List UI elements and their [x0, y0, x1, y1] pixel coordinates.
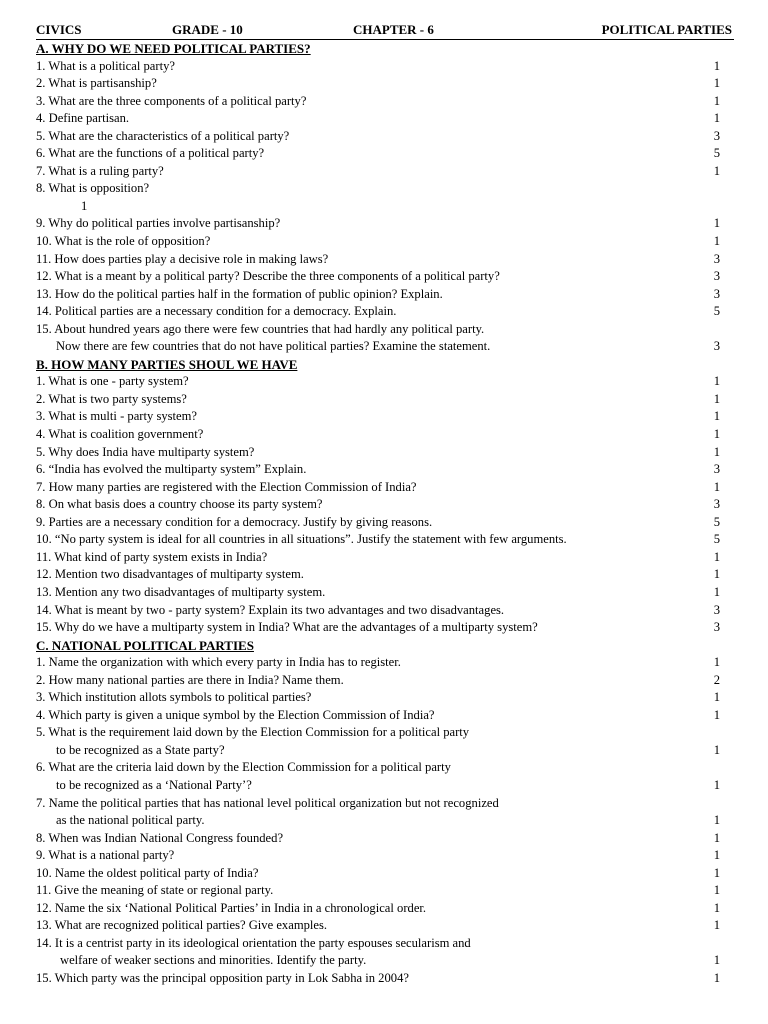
- question-text: 8. On what basis does a country choose its party system?: [36, 497, 323, 512]
- question-text: 10. Name the oldest political party of India?: [36, 865, 259, 880]
- marks-value: 1: [713, 549, 720, 564]
- question-text: 4. Which party is given a unique symbol by the Election Commission of India?: [36, 707, 435, 722]
- question-text: 5. Why does India have multiparty system?: [36, 444, 255, 459]
- question-text: 1. What is a political party?: [36, 58, 175, 73]
- question-text: 1: [81, 198, 88, 213]
- question-row: [36, 619, 734, 637]
- marks-value: 1: [713, 234, 720, 249]
- question-list: [36, 40, 734, 988]
- question-text: 13. Mention any two disadvantages of multiparty system.: [36, 584, 326, 599]
- question-row: [36, 952, 734, 970]
- question-row: [36, 882, 734, 900]
- question-text: 13. What are recognized political parties? Give examples.: [36, 918, 328, 933]
- question-row: [36, 900, 734, 918]
- worksheet-page: [36, 20, 734, 988]
- marks-value: 1: [713, 444, 720, 459]
- question-row: [36, 461, 734, 479]
- marks-value: 5: [713, 532, 720, 547]
- marks-value: 1: [713, 163, 720, 178]
- marks-value: 1: [713, 865, 720, 880]
- question-text: as the national political party.: [56, 813, 205, 828]
- question-row: [36, 251, 734, 269]
- question-row: [36, 935, 734, 953]
- question-row: [36, 777, 734, 795]
- question-text: 15. Which party was the principal opposition party in Lok Sabha in 2004?: [36, 970, 409, 985]
- question-row: [36, 58, 734, 76]
- question-text: 14. Political parties are a necessary condition for a democracy. Explain.: [36, 304, 397, 319]
- marks-value: 1: [713, 409, 720, 424]
- question-text: to be recognized as a State party?: [56, 742, 225, 757]
- question-row: [36, 479, 734, 497]
- marks-value: 1: [713, 848, 720, 863]
- question-text: 14. It is a centrist party in its ideological orientation the party espouses secularism and: [36, 935, 471, 950]
- question-row: [36, 672, 734, 690]
- question-row: [36, 724, 734, 742]
- chapter-label: CHAPTER - 6: [353, 22, 434, 37]
- marks-value: 1: [713, 374, 720, 389]
- marks-value: 3: [713, 620, 720, 635]
- question-row: [36, 338, 734, 356]
- question-row: [36, 128, 734, 146]
- marks-value: 1: [713, 93, 720, 108]
- question-row: [36, 602, 734, 620]
- question-text: 11. What kind of party system exists in India?: [36, 549, 268, 564]
- question-row: [36, 847, 734, 865]
- question-row: [36, 303, 734, 321]
- marks-value: 1: [713, 76, 720, 91]
- marks-value: 1: [713, 111, 720, 126]
- question-row: [36, 795, 734, 813]
- question-text: 3. Which institution allots symbols to political parties?: [36, 690, 312, 705]
- question-text: 15. About hundred years ago there were few countries that had hardly any political party.: [36, 321, 485, 336]
- marks-value: 3: [713, 462, 720, 477]
- question-row: [36, 233, 734, 251]
- marks-value: 3: [713, 269, 720, 284]
- question-row: [36, 531, 734, 549]
- question-text: 9. Parties are a necessary condition for a democracy. Justify by giving reasons.: [36, 514, 433, 529]
- question-text: 6. “India has evolved the multiparty system” Explain.: [36, 462, 307, 477]
- question-row: [36, 970, 734, 988]
- question-text: 14. What is meant by two - party system? Explain its two advantages and two disadvantages.: [36, 602, 505, 617]
- question-text: 12. What is a meant by a political party? Describe the three components of a political party?: [36, 269, 500, 284]
- marks-value: 1: [713, 900, 720, 915]
- question-row: [36, 215, 734, 233]
- question-row: [36, 373, 734, 391]
- question-row: [36, 391, 734, 409]
- question-row: [36, 426, 734, 444]
- question-text: 13. How do the political parties half in the formation of public opinion? Explain.: [36, 286, 443, 301]
- question-text: 4. Define partisan.: [36, 111, 130, 126]
- question-row: [36, 917, 734, 935]
- question-text: 6. What are the criteria laid down by the Election Commission for a political party: [36, 760, 451, 775]
- question-text: 5. What are the characteristics of a political party?: [36, 128, 290, 143]
- marks-value: 1: [713, 813, 720, 828]
- section-heading: A. WHY DO WE NEED POLITICAL PARTIES?: [36, 41, 311, 56]
- marks-value: 3: [713, 339, 720, 354]
- marks-value: 1: [713, 391, 720, 406]
- question-text: Now there are few countries that do not have political parties? Examine the statement.: [56, 339, 491, 354]
- marks-value: 1: [713, 479, 720, 494]
- marks-value: 1: [713, 427, 720, 442]
- question-text: 8. What is opposition?: [36, 181, 150, 196]
- marks-value: 1: [713, 970, 720, 985]
- question-text: welfare of weaker sections and minorities. Identify the party.: [60, 953, 367, 968]
- question-text: 2. What is partisanship?: [36, 76, 157, 91]
- question-row: [36, 321, 734, 339]
- question-row: [36, 75, 734, 93]
- marks-value: 1: [713, 883, 720, 898]
- question-row: [36, 110, 734, 128]
- question-row: [36, 198, 734, 216]
- question-row: [36, 654, 734, 672]
- marks-value: 1: [713, 742, 720, 757]
- question-row: [36, 408, 734, 426]
- marks-value: 3: [713, 128, 720, 143]
- question-row: [36, 742, 734, 760]
- marks-value: 1: [713, 584, 720, 599]
- question-row: [36, 830, 734, 848]
- question-text: 3. What is multi - party system?: [36, 409, 198, 424]
- marks-value: 2: [713, 672, 720, 687]
- question-row: [36, 444, 734, 462]
- marks-value: 1: [713, 953, 720, 968]
- question-row: [36, 514, 734, 532]
- question-row: [36, 145, 734, 163]
- question-text: 1. What is one - party system?: [36, 374, 189, 389]
- question-row: [36, 759, 734, 777]
- question-row: [36, 496, 734, 514]
- topic-label: POLITICAL PARTIES: [601, 22, 732, 37]
- marks-value: 1: [713, 655, 720, 670]
- marks-value: 3: [713, 497, 720, 512]
- section-heading: B. HOW MANY PARTIES SHOUL WE HAVE: [36, 356, 298, 372]
- question-text: 2. How many national parties are there in India? Name them.: [36, 672, 344, 687]
- question-row: [36, 268, 734, 286]
- marks-value: 1: [713, 918, 720, 933]
- marks-value: 1: [713, 216, 720, 231]
- question-text: to be recognized as a ‘National Party’?: [56, 777, 252, 792]
- question-text: 6. What are the functions of a political party?: [36, 146, 265, 161]
- page-header: [36, 20, 734, 40]
- question-row: [36, 584, 734, 602]
- question-text: 2. What is two party systems?: [36, 391, 187, 406]
- marks-value: 1: [713, 707, 720, 722]
- question-text: 10. “No party system is ideal for all countries in all situations”. Justify the statement with few arguments.: [36, 532, 567, 547]
- question-text: 8. When was Indian National Congress founded?: [36, 830, 284, 845]
- question-text: 12. Mention two disadvantages of multiparty system.: [36, 567, 304, 582]
- question-text: 11. Give the meaning of state or regional party.: [36, 883, 274, 898]
- question-row: [36, 286, 734, 304]
- marks-value: 5: [713, 304, 720, 319]
- section-heading: C. NATIONAL POLITICAL PARTIES: [36, 637, 254, 653]
- question-text: 9. What is a national party?: [36, 848, 175, 863]
- subject-label: CIVICS: [36, 22, 82, 37]
- question-row: [36, 93, 734, 111]
- marks-value: 3: [713, 286, 720, 301]
- question-text: 3. What are the three components of a political party?: [36, 93, 307, 108]
- grade-label: GRADE - 10: [172, 22, 243, 37]
- marks-value: 5: [713, 146, 720, 161]
- marks-value: 5: [713, 514, 720, 529]
- marks-value: 1: [713, 567, 720, 582]
- question-text: 4. What is coalition government?: [36, 427, 204, 442]
- question-text: 12. Name the six ‘National Political Parties’ in India in a chronological order.: [36, 900, 427, 915]
- question-row: [36, 180, 734, 198]
- question-row: [36, 865, 734, 883]
- question-row: [36, 549, 734, 567]
- marks-value: 1: [713, 777, 720, 792]
- question-text: 5. What is the requirement laid down by the Election Commission for a political party: [36, 725, 470, 740]
- question-text: 7. How many parties are registered with the Election Commission of India?: [36, 479, 417, 494]
- question-text: 7. What is a ruling party?: [36, 163, 164, 178]
- marks-value: 1: [713, 58, 720, 73]
- question-text: 11. How does parties play a decisive role in making laws?: [36, 251, 329, 266]
- question-text: 1. Name the organization with which every party in India has to register.: [36, 655, 401, 670]
- marks-value: 3: [713, 251, 720, 266]
- question-text: 15. Why do we have a multiparty system in India? What are the advantages of a multiparty system?: [36, 620, 538, 635]
- marks-value: 1: [713, 830, 720, 845]
- question-text: 10. What is the role of opposition?: [36, 234, 211, 249]
- question-text: 7. Name the political parties that has national level political organization but not recognized: [36, 795, 499, 810]
- question-row: [36, 812, 734, 830]
- question-text: 9. Why do political parties involve partisanship?: [36, 216, 281, 231]
- question-row: [36, 689, 734, 707]
- question-row: [36, 707, 734, 725]
- question-row: [36, 163, 734, 181]
- marks-value: 3: [713, 602, 720, 617]
- question-row: [36, 566, 734, 584]
- marks-value: 1: [713, 690, 720, 705]
